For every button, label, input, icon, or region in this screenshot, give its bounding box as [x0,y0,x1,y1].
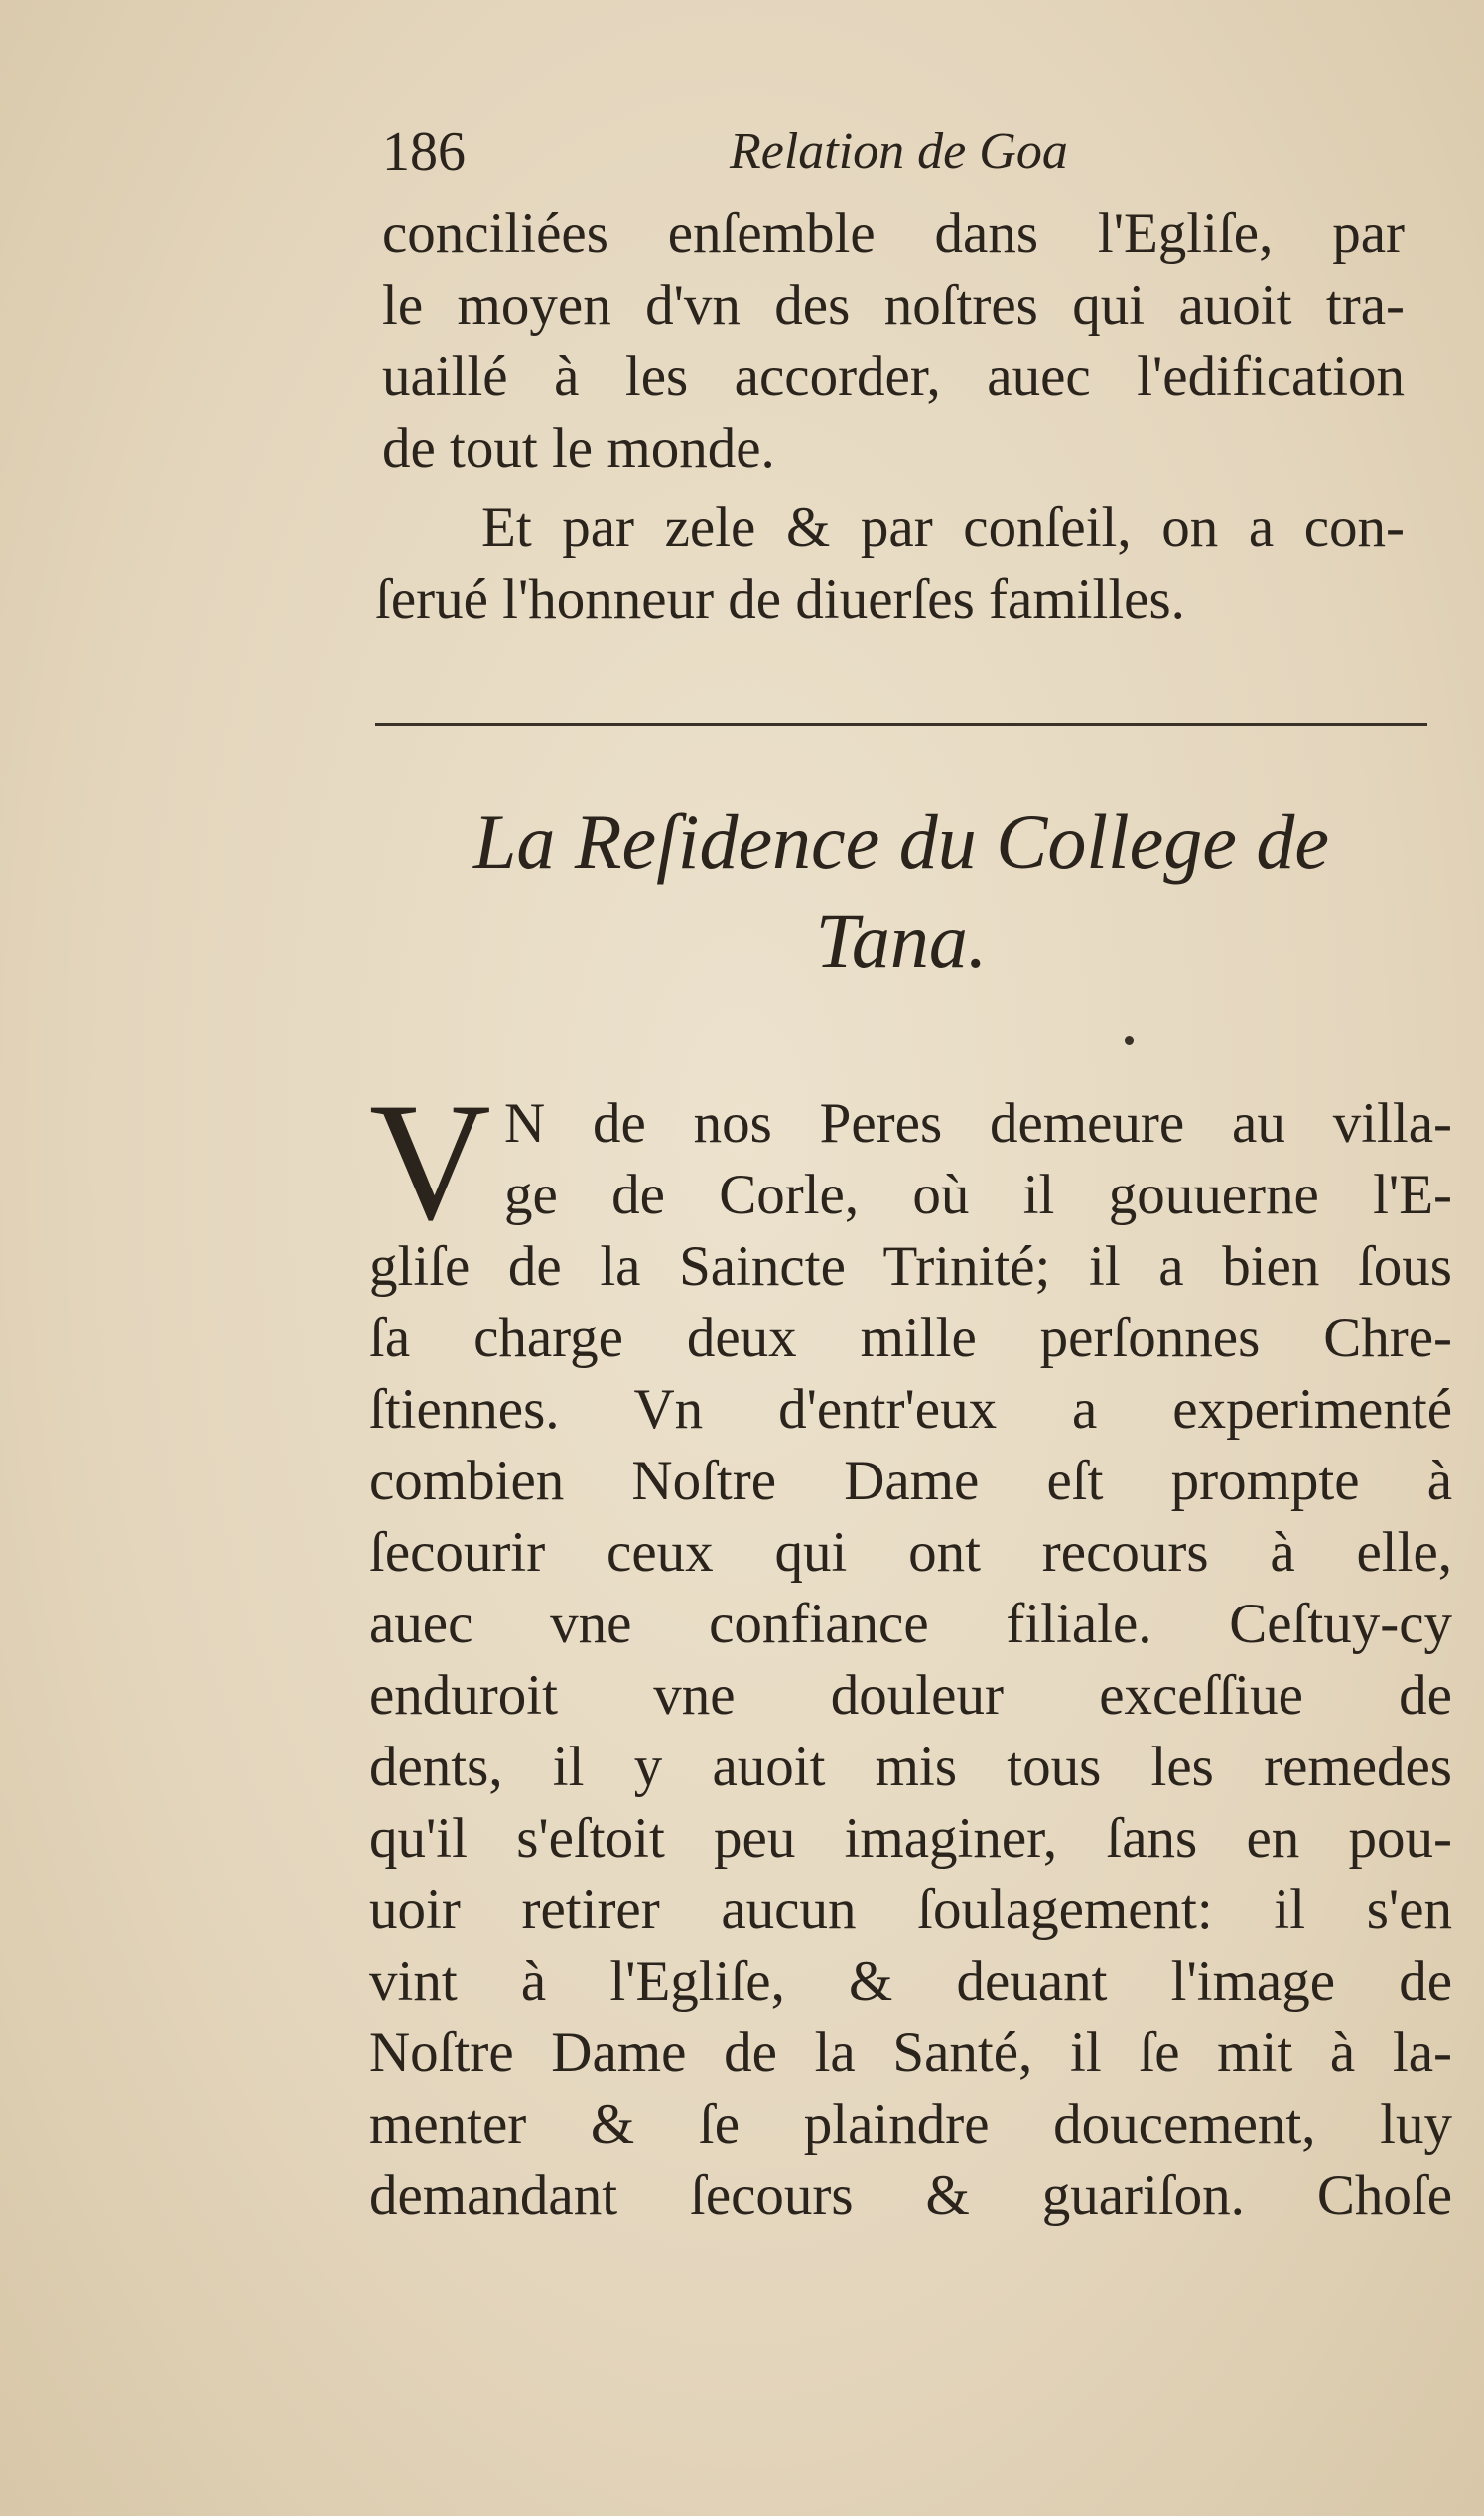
text-line: uoir retirer aucun ſoulagement: il s'en [369,1879,1452,1941]
text-line: vint à l'Egliſe, & deuant l'image de [369,1950,1452,2013]
text-line: uaillé à les accorder, auec l'edification [382,346,1405,408]
text-line: gliſe de la Saincte Trinité; il a bien ſous [369,1235,1452,1298]
ornament-dot [1125,1036,1134,1045]
section-divider [375,723,1427,726]
running-head [382,117,1449,197]
text-line: le moyen d'vn des noſtres qui auoit tra- [382,274,1405,337]
text-line: auec vne confiance filiale. Ceſtuy-cy [369,1593,1452,1655]
page-number: 186 [382,121,466,183]
section-heading-line-1: La Reſidence du College de [472,798,1330,885]
text-line: combien Noſtre Dame eſt prompte à [369,1450,1452,1512]
text-line: ſerué l'honneur de diuerſes familles. [375,568,1185,630]
text-line: conciliées enſemble dans l'Egliſe, par [382,203,1405,265]
text-line: ſtiennes. Vn d'entr'eux a experimenté [369,1378,1452,1441]
drop-cap: V [369,1068,491,1255]
text-line: dents, il y auoit mis tous les remedes [369,1736,1452,1798]
text-line: enduroit vne douleur exceſſiue de [369,1664,1452,1727]
text-line: Et par zele & par conſeil, on a con- [481,496,1405,559]
running-title: Relation de Goa [730,123,1068,180]
text-line: demandant ſecours & guariſon. Choſe [369,2165,1452,2227]
text-line: de tout le monde. [382,417,775,480]
text-line: ſecourir ceux qui ont recours à elle, [369,1521,1452,1584]
text-line: menter & ſe plaindre doucement, luy [369,2093,1452,2156]
text-line: ge de Corle, où il gouuerne l'E- [504,1164,1452,1226]
text-line: N de nos Peres demeure au villa- [504,1092,1452,1155]
text-line: qu'il s'eſtoit peu imaginer, ſans en pou- [369,1807,1452,1870]
section-heading-line-2: Tana. [815,898,988,984]
text-line: Noſtre Dame de la Santé, il ſe mit à la- [369,2022,1452,2084]
text-line: ſa charge deux mille perſonnes Chre- [369,1307,1452,1369]
